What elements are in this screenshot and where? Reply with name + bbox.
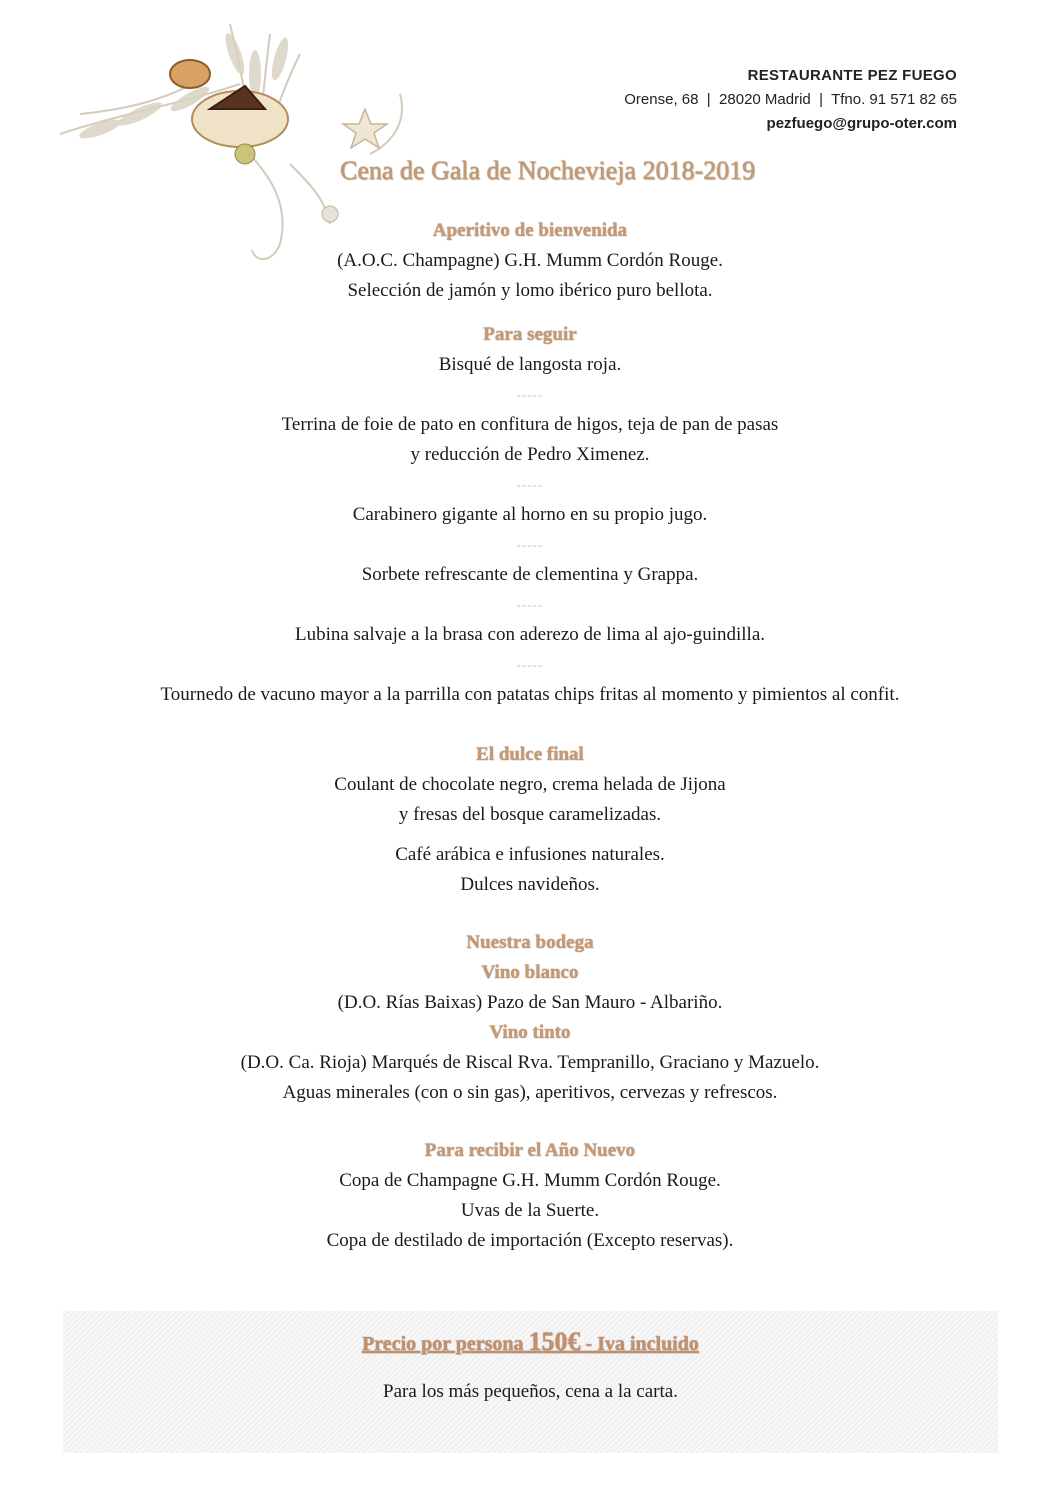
menu-body [0,216,1060,1256]
section-heading-bodega: Nuestra bodega [466,932,594,953]
separator: ----- [516,597,544,612]
menu-line: Sorbete refrescante de clementina y Grappa. [361,564,699,585]
price-suffix: - Iva incluido [580,1333,699,1355]
separator: ----- [516,387,544,402]
menu-line: Carabinero gigante al horno en su propio jugo. [352,504,708,525]
section-heading-para-seguir: Para seguir [483,324,577,345]
menu-line: (D.O. Ca. Rioja) Marqués de Riscal Rva. Tempranillo, Graciano y Mazuelo. [240,1052,820,1073]
menu-line: Terrina de foie de pato en confitura de higos, teja de pan de pasas [281,414,779,435]
separator: ----- [516,657,544,672]
menu-line: Café arábica e infusiones naturales. [395,844,665,865]
menu-line: Bisqué de langosta roja. [438,354,622,375]
restaurant-header [624,64,957,136]
separator: ----- [516,537,544,552]
kids-note: Para los más pequeños, cena a la carta. [383,1381,678,1402]
menu-line: Dulces navideños. [460,874,600,895]
section-heading-aperitivo: Aperitivo de bienvenida [432,220,628,241]
price-line [362,1327,699,1357]
menu-line: y reducción de Pedro Ximenez. [410,444,650,465]
menu-line: Uvas de la Suerte. [460,1200,600,1221]
menu-line: Copa de Champagne G.H. Mumm Cordón Rouge. [339,1170,721,1191]
price-box [63,1311,998,1453]
menu-line: Coulant de chocolate negro, crema helada de Jijona [334,774,726,795]
subheading-vino-blanco: Vino blanco [481,962,579,983]
section-heading-ano-nuevo: Para recibir el Año Nuevo [424,1140,636,1161]
menu-line: (A.O.C. Champagne) G.H. Mumm Cordón Rouge. [337,250,723,271]
separator: ----- [516,477,544,492]
price-prefix: Precio por persona [362,1333,529,1355]
restaurant-email: pezfuego@grupo-oter.com [766,115,957,132]
section-heading-dulce: El dulce final [476,744,584,765]
restaurant-name: RESTAURANTE PEZ FUEGO [747,67,957,84]
price-amount: 150€ [528,1327,581,1356]
menu-line: Selección de jamón y lomo ibérico puro bellota. [347,280,713,301]
menu-line: y fresas del bosque caramelizadas. [398,804,662,825]
menu-title: Cena de Gala de Nochevieja 2018-2019 [340,156,756,185]
menu-line: (D.O. Rías Baixas) Pazo de San Mauro - Albariño. [337,992,723,1013]
subheading-vino-tinto: Vino tinto [489,1022,571,1043]
menu-line: Tournedo de vacuno mayor a la parrilla con patatas chips fritas al momento y pimientos al confit. [160,684,900,705]
menu-line: Aguas minerales (con o sin gas), aperitivos, cervezas y refrescos. [282,1082,778,1103]
menu-line: Lubina salvaje a la brasa con aderezo de lima al ajo-guindilla. [294,624,766,645]
restaurant-address: Orense, 68 | 28020 Madrid | Tfno. 91 571 82 65 [624,91,957,108]
menu-line: Copa de destilado de importación (Excepto reservas). [326,1230,734,1251]
